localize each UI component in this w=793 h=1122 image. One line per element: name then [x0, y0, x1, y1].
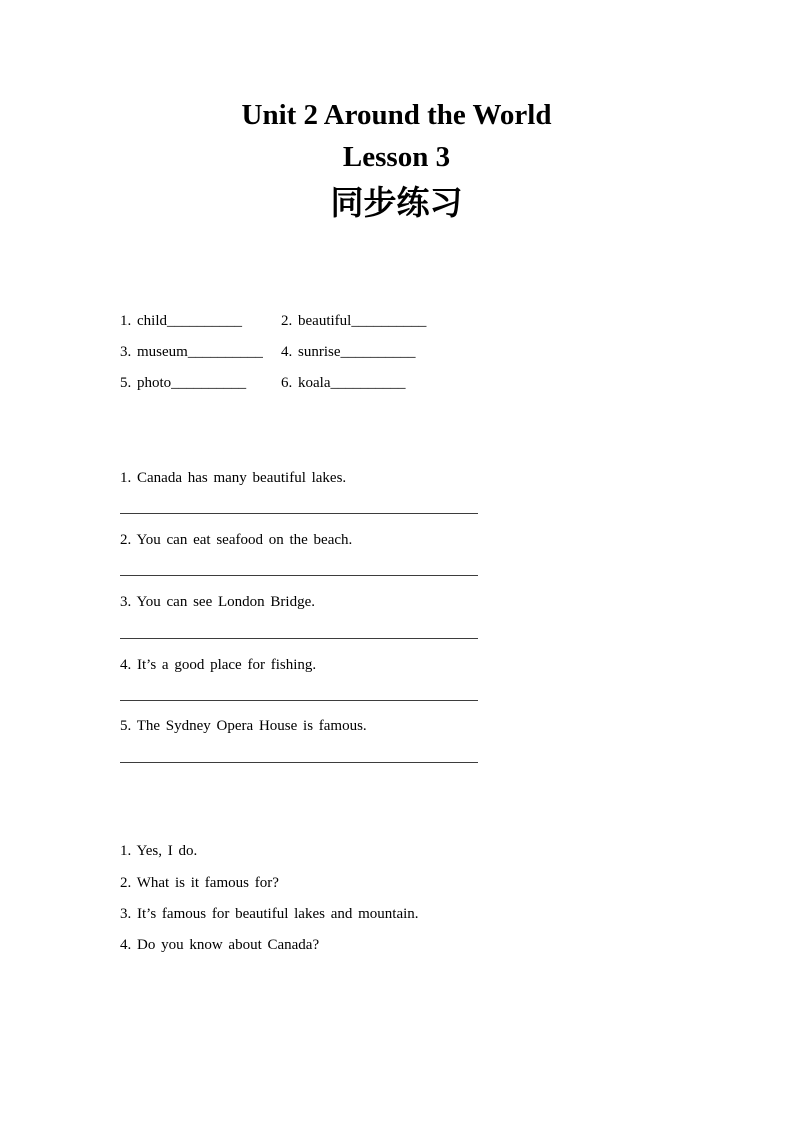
word-item: 6. koala__________: [281, 375, 406, 391]
sentence-item: 1. Canada has many beautiful lakes.: [120, 470, 347, 486]
word-item: 5. photo__________: [120, 375, 247, 391]
word-item: 3. museum__________: [120, 344, 263, 360]
word-row: [120, 344, 416, 361]
answer-blank-line: [120, 700, 478, 701]
qa-item: 1. Yes, I do.: [120, 843, 198, 859]
answer-blank-line: [120, 513, 478, 514]
qa-item: 3. It’s famous for beautiful lakes and mountain.: [120, 906, 419, 922]
worksheet-title-lesson: Lesson 3: [342, 141, 451, 173]
answer-blank-line: [120, 575, 478, 576]
word-row: [120, 375, 405, 392]
sentence-item: 2. You can eat seafood on the beach.: [120, 532, 353, 548]
sentence-item: 5. The Sydney Opera House is famous.: [120, 718, 367, 734]
sentence-item: 4. It’s a good place for fishing.: [120, 657, 317, 673]
worksheet-title-english: Unit 2 Around the World: [241, 99, 552, 131]
answer-blank-line: [120, 638, 478, 639]
word-item: 4. sunrise__________: [281, 344, 416, 360]
qa-item: 2. What is it famous for?: [120, 875, 279, 891]
sentence-item: 3. You can see London Bridge.: [120, 594, 315, 610]
word-item: 1. child__________: [120, 313, 242, 329]
qa-item: 4. Do you know about Canada?: [120, 937, 320, 953]
answer-blank-line: [120, 762, 478, 763]
worksheet-title-chinese: 同步练习: [330, 184, 463, 221]
word-item: 2. beautiful__________: [281, 313, 427, 329]
word-row: [120, 313, 426, 330]
